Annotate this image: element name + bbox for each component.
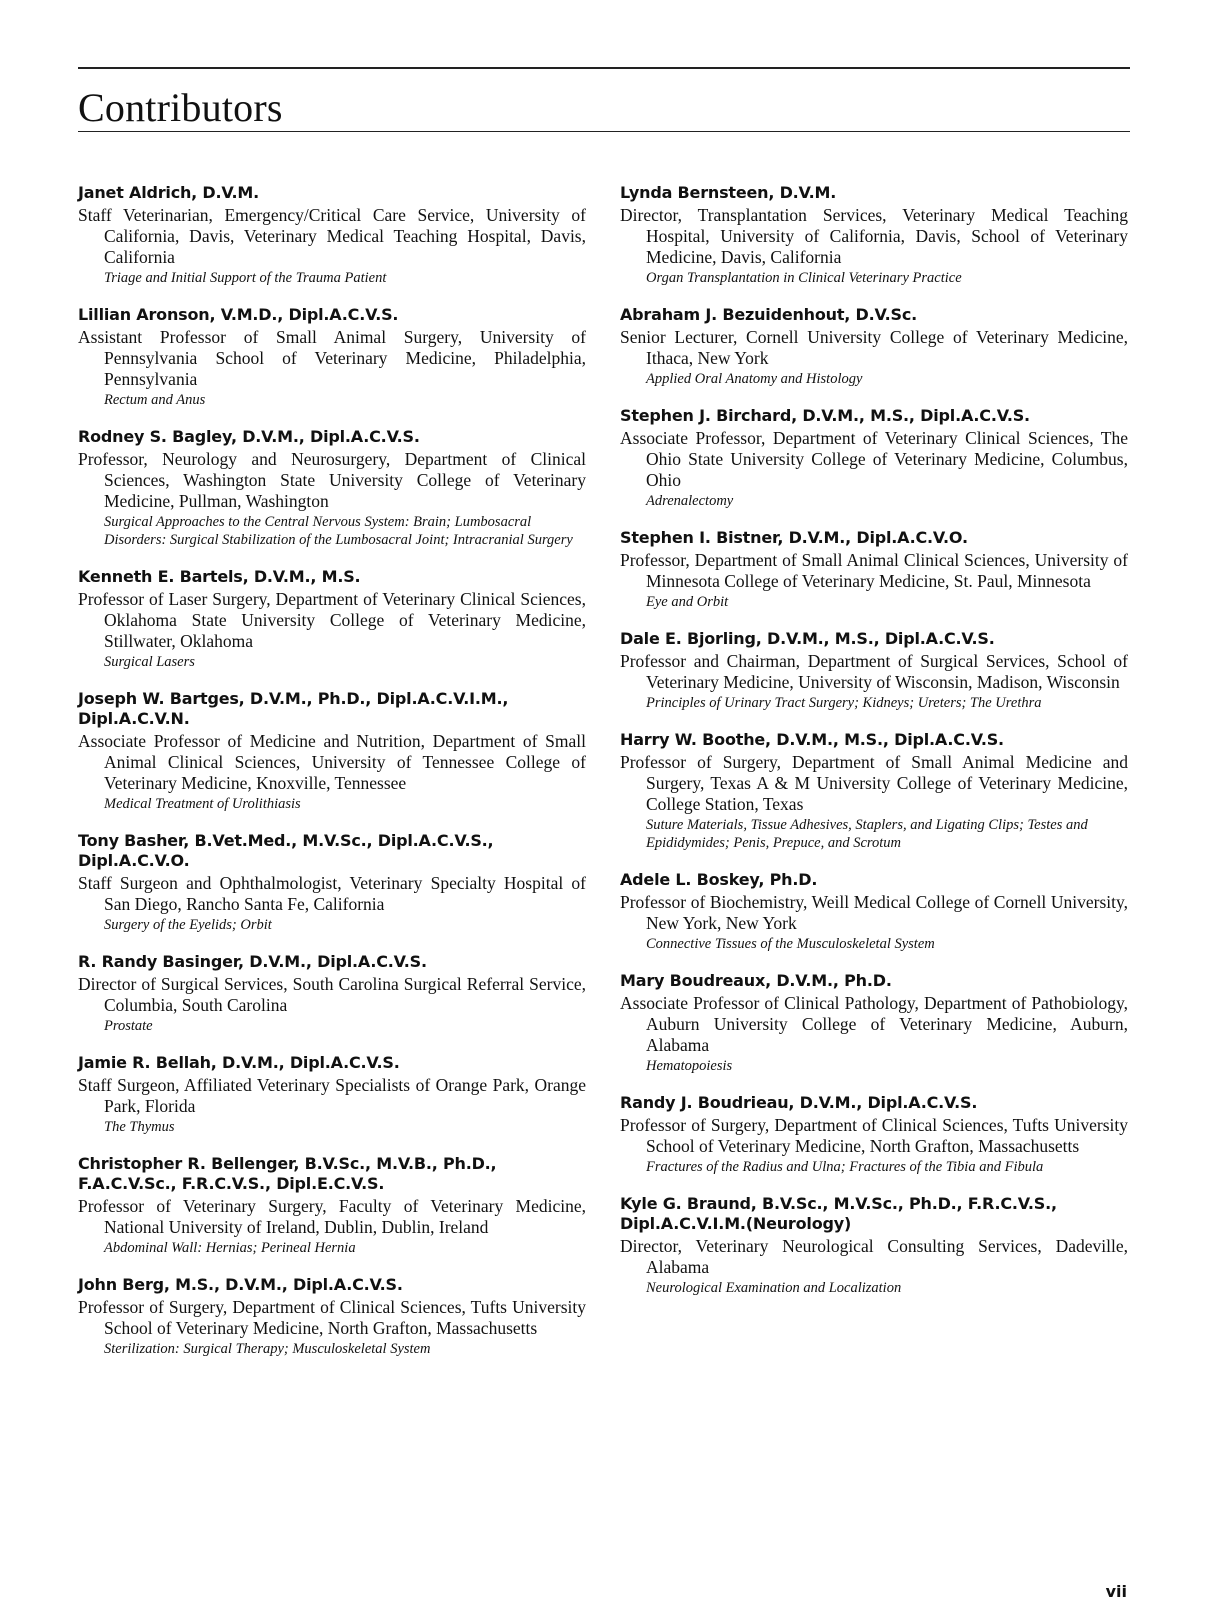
contributors-column-left [78, 183, 586, 1376]
contributor-affiliation: Staff Surgeon and Ophthalmologist, Veterinary Specialty Hospital of San Diego, Rancho Santa Fe, California [78, 873, 586, 914]
contributor-name: Rodney S. Bagley, D.V.M., Dipl.A.C.V.S. [78, 427, 420, 446]
contributor-entry [620, 406, 1128, 510]
contributor-chapters: Principles of Urinary Tract Surgery; Kidneys; Ureters; The Urethra [646, 695, 1042, 711]
contributor-name: Mary Boudreaux, D.V.M., Ph.D. [620, 971, 892, 990]
contributor-affiliation: Staff Veterinarian, Emergency/Critical Care Service, University of California, Davis, Veterinary Medical Teaching Hospital, Davis, California [78, 205, 586, 267]
contributor-entry [78, 1154, 586, 1257]
contributor-chapters: Hematopoiesis [646, 1058, 733, 1074]
contributor-name: Randy J. Boudrieau, D.V.M., Dipl.A.C.V.S. [620, 1093, 978, 1112]
contributor-affiliation: Associate Professor of Clinical Pathology, Department of Pathobiology, Auburn University College of Veterinary Medicine, Auburn, Alabama [620, 993, 1128, 1055]
contributor-affiliation: Professor and Chairman, Department of Surgical Services, School of Veterinary Medicine, University of Wisconsin, Madison, Wisconsin [620, 651, 1128, 692]
contributor-entry [78, 427, 586, 549]
contributor-name: Abraham J. Bezuidenhout, D.V.Sc. [620, 305, 917, 324]
contributor-name: Christopher R. Bellenger, B.V.Sc., M.V.B., Ph.D., F.A.C.V.Sc., F.R.C.V.S., Dipl.E.C.V.S. [78, 1154, 497, 1193]
contributor-name: Stephen I. Bistner, D.V.M., Dipl.A.C.V.O. [620, 528, 968, 547]
contributor-chapters: Applied Oral Anatomy and Histology [646, 371, 863, 387]
contributor-chapters: Adrenalectomy [646, 493, 734, 509]
contributor-chapters: Surgical Lasers [104, 654, 195, 670]
contributor-entry [78, 831, 586, 934]
contributor-name: Jamie R. Bellah, D.V.M., Dipl.A.C.V.S. [78, 1053, 400, 1072]
contributor-entry [620, 730, 1128, 852]
contributor-entry [78, 689, 586, 813]
contributor-entry [620, 305, 1128, 388]
contributor-entry [620, 971, 1128, 1075]
contributor-entry [78, 1275, 586, 1358]
contributor-chapters: Triage and Initial Support of the Trauma Patient [104, 270, 387, 286]
contributor-name: Adele L. Boskey, Ph.D. [620, 870, 818, 889]
contributor-chapters: Suture Materials, Tissue Adhesives, Staplers, and Ligating Clips; Testes and Epididymides; Penis, Prepuce, and Scrotum [646, 817, 1088, 851]
contributor-affiliation: Director of Surgical Services, South Carolina Surgical Referral Service, Columbia, South Carolina [78, 974, 586, 1015]
contributor-entry [620, 1093, 1128, 1176]
contributor-chapters: The Thymus [104, 1119, 175, 1135]
contributor-affiliation: Associate Professor of Medicine and Nutrition, Department of Small Animal Clinical Sciences, University of Tennessee College of Veterinary Medicine, Knoxville, Tennessee [78, 731, 586, 793]
contributor-entry [78, 305, 586, 409]
contributor-chapters: Medical Treatment of Urolithiasis [104, 796, 301, 812]
contributor-affiliation: Professor, Department of Small Animal Clinical Sciences, University of Minnesota College of Veterinary Medicine, St. Paul, Minnesota [620, 550, 1128, 591]
contributor-entry [620, 183, 1128, 287]
contributor-name: Harry W. Boothe, D.V.M., M.S., Dipl.A.C.V.S. [620, 730, 1004, 749]
contributor-chapters: Eye and Orbit [646, 594, 729, 610]
contributor-affiliation: Director, Veterinary Neurological Consulting Services, Dadeville, Alabama [620, 1236, 1128, 1277]
contributor-chapters: Sterilization: Surgical Therapy; Musculoskeletal System [104, 1341, 431, 1357]
contributor-entry [78, 1053, 586, 1136]
contributor-name: Kenneth E. Bartels, D.V.M., M.S. [78, 567, 361, 586]
contributor-chapters: Prostate [104, 1018, 153, 1034]
contributor-name: John Berg, M.S., D.V.M., Dipl.A.C.V.S. [78, 1275, 403, 1294]
contributor-entry [78, 567, 586, 671]
contributor-entry [620, 629, 1128, 712]
contributor-entry [78, 952, 586, 1035]
contributor-name: Kyle G. Braund, B.V.Sc., M.V.Sc., Ph.D., F.R.C.V.S., Dipl.A.C.V.I.M.(Neurology) [620, 1194, 1057, 1233]
contributor-chapters: Abdominal Wall: Hernias; Perineal Hernia [104, 1240, 356, 1256]
contributor-affiliation: Professor of Surgery, Department of Small Animal Medicine and Surgery, Texas A & M University College of Veterinary Medicine, College Station, Texas [620, 752, 1128, 814]
contributor-chapters: Neurological Examination and Localization [646, 1280, 902, 1296]
contributor-entry [620, 1194, 1128, 1297]
contributor-name: R. Randy Basinger, D.V.M., Dipl.A.C.V.S. [78, 952, 427, 971]
page-number: vii [1105, 1582, 1127, 1601]
contributor-name: Lynda Bernsteen, D.V.M. [620, 183, 837, 202]
contributor-name: Tony Basher, B.Vet.Med., M.V.Sc., Dipl.A.C.V.S., Dipl.A.C.V.O. [78, 831, 494, 870]
contributor-name: Dale E. Bjorling, D.V.M., M.S., Dipl.A.C.V.S. [620, 629, 995, 648]
contributors-column-right [620, 183, 1128, 1315]
contributor-chapters: Rectum and Anus [104, 392, 206, 408]
contributor-affiliation: Director, Transplantation Services, Veterinary Medical Teaching Hospital, University of California, Davis, School of Veterinary Medicine, Davis, California [620, 205, 1128, 267]
contributor-entry [620, 870, 1128, 953]
contributor-name: Janet Aldrich, D.V.M. [78, 183, 259, 202]
contributor-affiliation: Professor of Laser Surgery, Department of Veterinary Clinical Sciences, Oklahoma State University College of Veterinary Medicine, Stillwater, Oklahoma [78, 589, 586, 651]
contributor-affiliation: Associate Professor, Department of Veterinary Clinical Sciences, The Ohio State University College of Veterinary Medicine, Columbus, Ohio [620, 428, 1128, 490]
contributor-chapters: Surgical Approaches to the Central Nervous System: Brain; Lumbosacral Disorders: Surgical Stabilization of the Lumbosacral Joint; Intracranial Surgery [104, 514, 573, 548]
contributor-chapters: Surgery of the Eyelids; Orbit [104, 917, 272, 933]
contributor-affiliation: Senior Lecturer, Cornell University College of Veterinary Medicine, Ithaca, New York [620, 327, 1128, 368]
contributor-affiliation: Professor of Surgery, Department of Clinical Sciences, Tufts University School of Veterinary Medicine, North Grafton, Massachusetts [78, 1297, 586, 1338]
contributor-entry [620, 528, 1128, 611]
contributor-name: Joseph W. Bartges, D.V.M., Ph.D., Dipl.A.C.V.I.M., Dipl.A.C.V.N. [78, 689, 509, 728]
contributor-affiliation: Professor, Neurology and Neurosurgery, Department of Clinical Sciences, Washington State University College of Veterinary Medicine, Pullman, Washington [78, 449, 586, 511]
contributor-chapters: Organ Transplantation in Clinical Veterinary Practice [646, 270, 962, 286]
contributor-affiliation: Professor of Veterinary Surgery, Faculty of Veterinary Medicine, National University of Ireland, Dublin, Dublin, Ireland [78, 1196, 586, 1237]
contributor-name: Stephen J. Birchard, D.V.M., M.S., Dipl.A.C.V.S. [620, 406, 1030, 425]
contributor-chapters: Connective Tissues of the Musculoskeletal System [646, 936, 935, 952]
top-rule [78, 67, 1130, 69]
page-title: Contributors [78, 85, 283, 130]
contributor-affiliation: Assistant Professor of Small Animal Surgery, University of Pennsylvania School of Veterinary Medicine, Philadelphia, Pennsylvania [78, 327, 586, 389]
title-underline [78, 131, 1130, 132]
contributor-affiliation: Professor of Biochemistry, Weill Medical College of Cornell University, New York, New York [620, 892, 1128, 933]
contributor-affiliation: Professor of Surgery, Department of Clinical Sciences, Tufts University School of Veterinary Medicine, North Grafton, Massachusetts [620, 1115, 1128, 1156]
contributor-entry [78, 183, 586, 287]
contributor-affiliation: Staff Surgeon, Affiliated Veterinary Specialists of Orange Park, Orange Park, Florida [78, 1075, 586, 1116]
contributor-name: Lillian Aronson, V.M.D., Dipl.A.C.V.S. [78, 305, 399, 324]
contributor-chapters: Fractures of the Radius and Ulna; Fractures of the Tibia and Fibula [646, 1159, 1044, 1175]
